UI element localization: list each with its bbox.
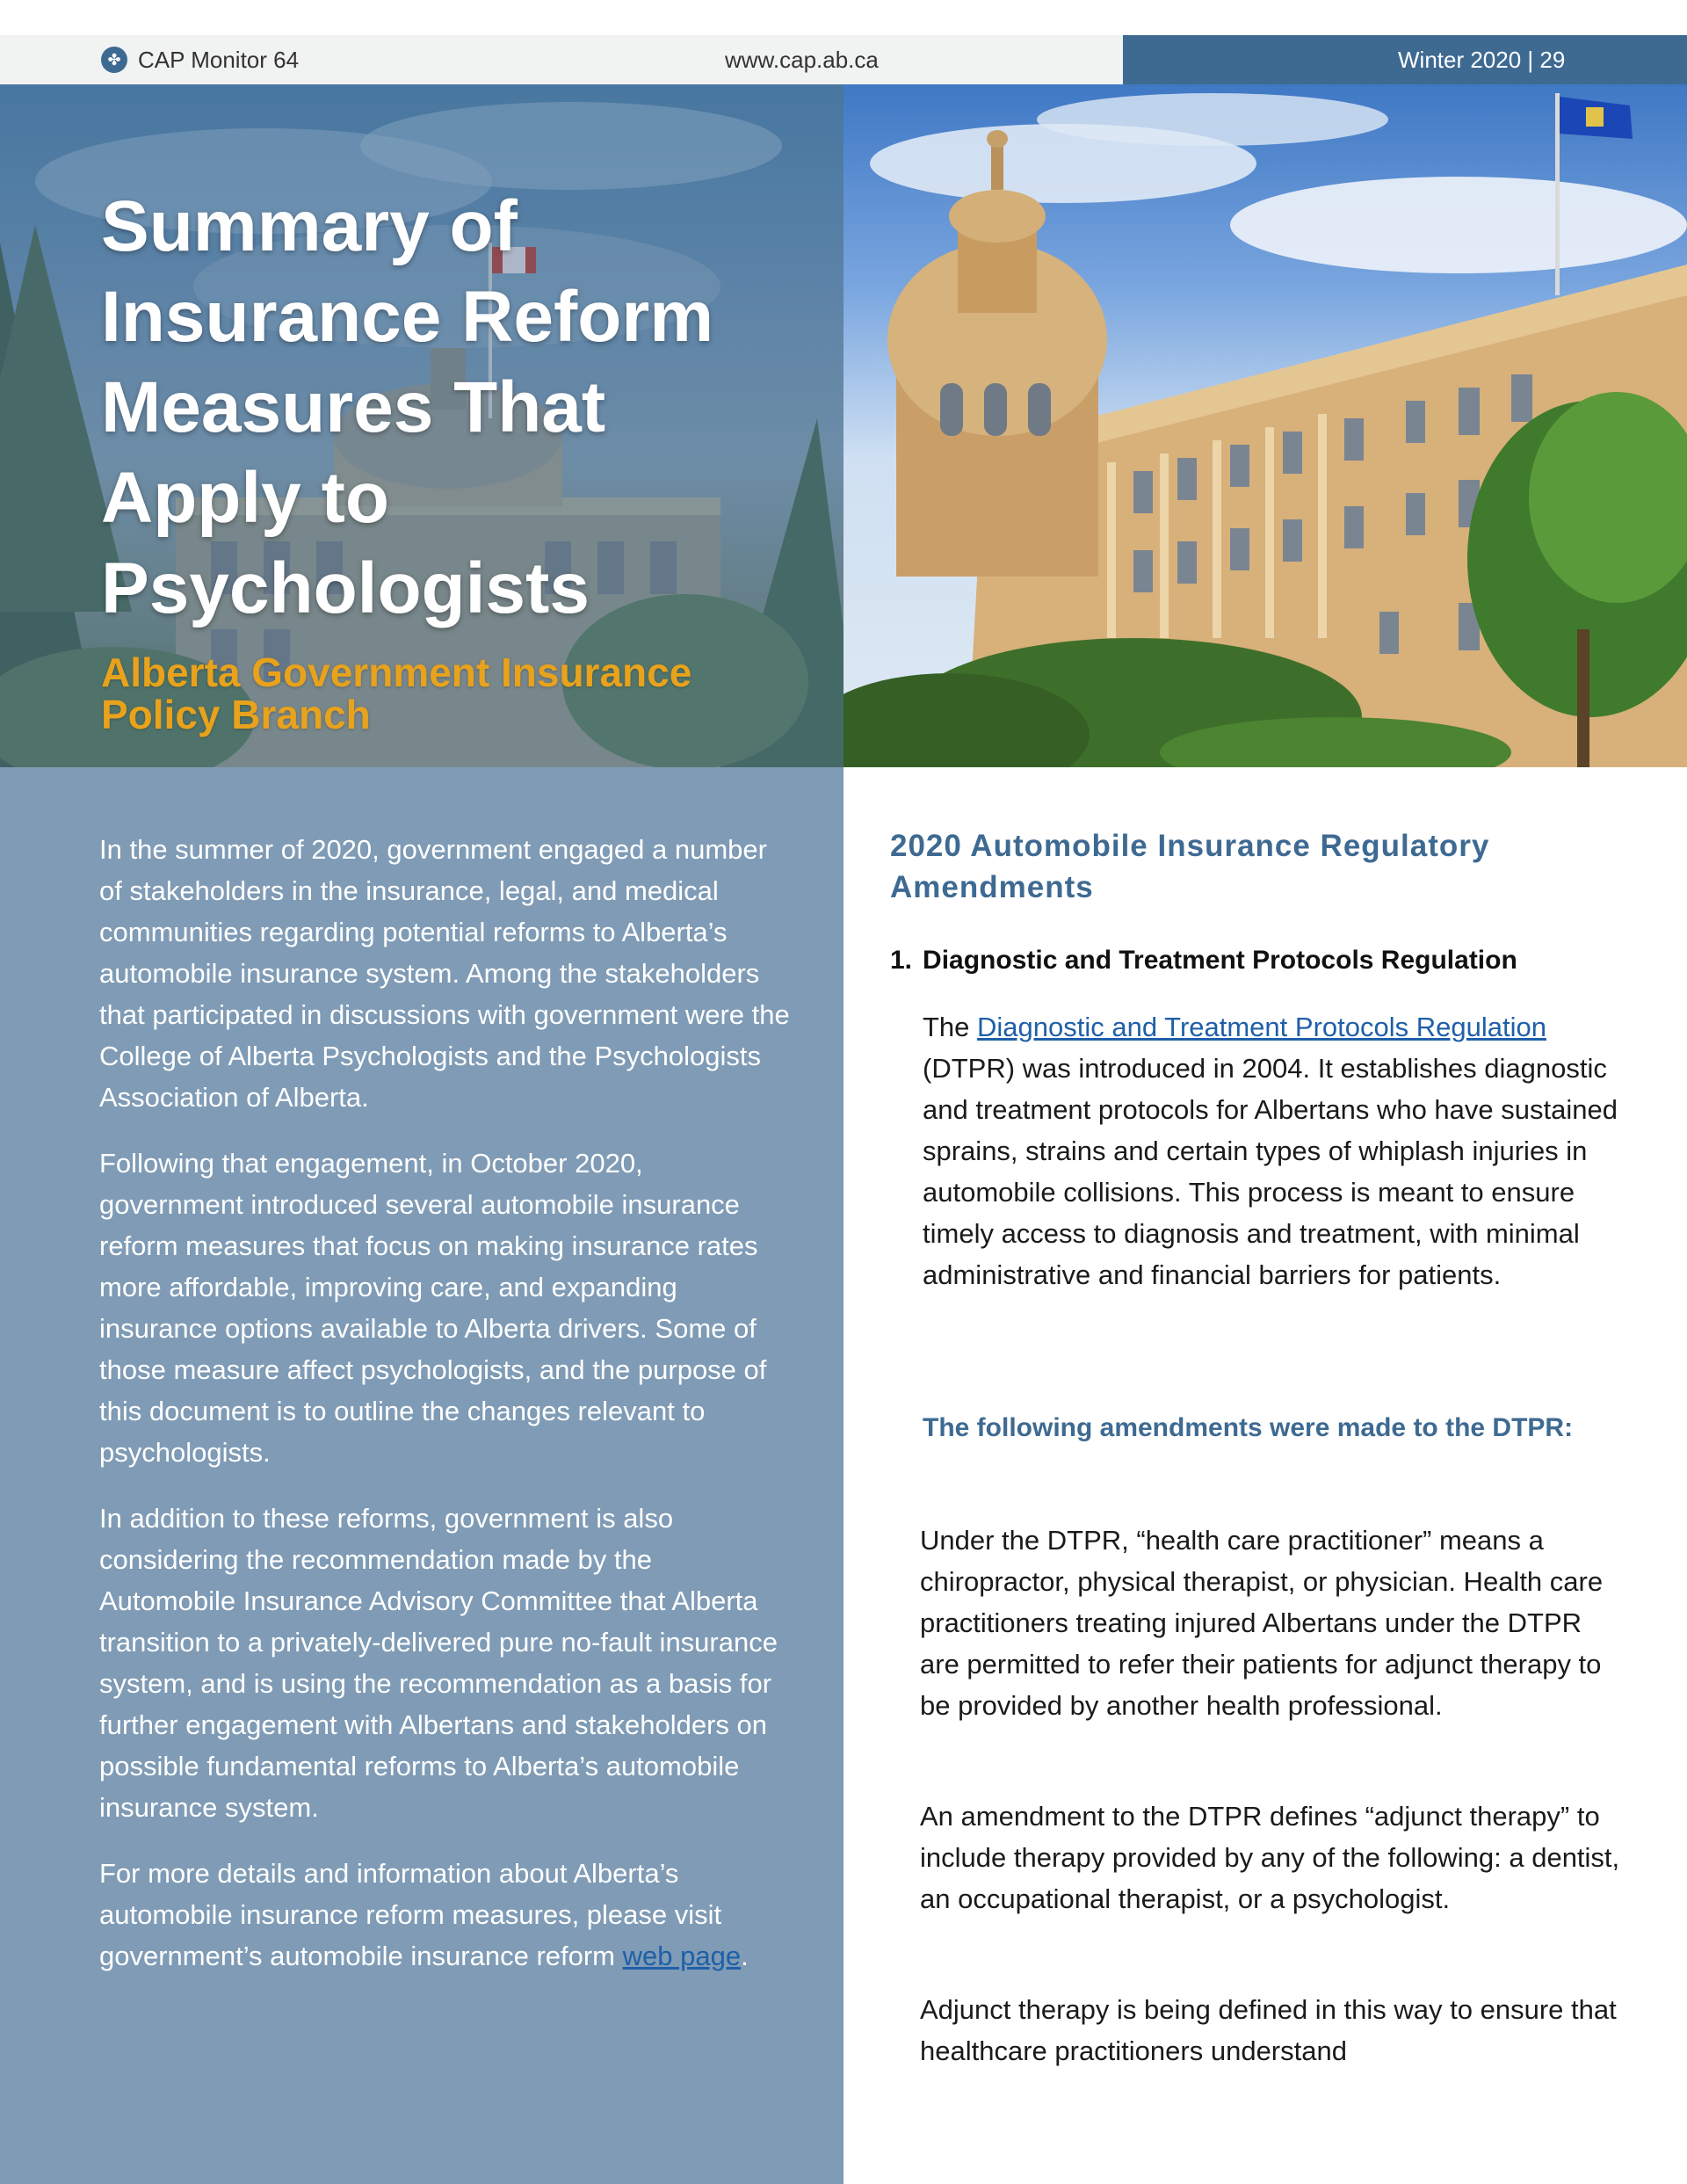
more-info-paragraph	[99, 1853, 793, 1977]
page-title: Summary of Insurance Reform Measures That Apply to Psychologists	[101, 186, 714, 628]
item-title: Diagnostic and Treatment Protocols Regulation	[923, 946, 1517, 975]
adjunct-definition-paragraph: Adjunct therapy is being defined in this way to ensure that healthcare practitioners understand	[920, 1994, 1617, 2066]
adjunct-therapy-paragraph: An amendment to the DTPR defines “adjunct therapy” to include therapy provided by any of the following: a dentist, an occupational therapist, or a psychologist.	[920, 1801, 1620, 1914]
publication-brand	[101, 35, 299, 84]
website-url[interactable]: www.cap.ab.ca	[725, 46, 879, 73]
legislature-photo	[844, 84, 1687, 767]
left-column-text	[99, 829, 793, 2001]
dtpr-intro-lead: The	[923, 1012, 978, 1042]
amendments-heading: The following amendments were made to the DTPR:	[923, 1413, 1574, 1442]
intro-paragraph: In the summer of 2020, government engaged a number of stakeholders in the insurance, legal, and medical communities regarding potential reforms to Alberta’s automobile insurance system. Among the stakeholders that participated in discussions with government were the College of Alberta Psychologists and the Psychologists Association of Alberta.	[99, 834, 790, 1113]
practitioner-paragraph: Under the DTPR, “health care practitioner” means a chiropractor, physical therapist, or physician. Health care practitioners treating injured Albertans under the DTPR are permitted to refer their patients for adjunct therapy to be provided by another health professional.	[920, 1525, 1604, 1721]
dtpr-regulation-link[interactable]: Diagnostic and Treatment Protocols Regulation	[977, 1012, 1546, 1042]
dtpr-intro-paragraph	[923, 1006, 1625, 1295]
publication-name: CAP Monitor 64	[138, 46, 300, 73]
right-column	[844, 767, 1687, 2184]
hero-title-panel	[0, 84, 844, 767]
web-page-link[interactable]: web page	[622, 1941, 742, 1971]
no-fault-paragraph: In addition to these reforms, government is also considering the recommendation made by the Automobile Insurance Advisory Committee that Alberta transition to a privately-delivered pure no-fault insurance system, and is using the recommendation as a basis for further engagement with Albertans and stakeholders on possible fundamental reforms to Alberta’s automobile insurance system.	[99, 1503, 778, 1823]
more-info-text: For more details and information about Alberta’s automobile insurance reform measures, please visit government’s automobile insurance reform	[99, 1858, 722, 1971]
section-title: 2020 Automobile Insurance Regulatory Amendments	[890, 829, 1490, 904]
page-header	[0, 35, 1687, 84]
cap-leaf-icon: ✤	[101, 47, 127, 73]
engagement-paragraph: Following that engagement, in October 2020, government introduced several automobile insurance reform measures that focus on making insurance rates more affordable, improving care, and expanding insurance options available to Alberta drivers. Some of those measure affect psychologists, and the purpose of this document is to outline the changes relevant to psychologists.	[99, 1148, 767, 1468]
more-info-period: .	[741, 1941, 749, 1971]
issue-page-label: Winter 2020 | 29	[1123, 35, 1687, 84]
page-subtitle: Alberta Government Insurance Policy Branch	[101, 649, 692, 737]
item-number: 1.	[890, 946, 913, 975]
legislature-building-image	[844, 84, 1687, 767]
numbered-heading	[890, 943, 1646, 978]
left-column	[0, 767, 844, 2184]
dtpr-intro-text: (DTPR) was introduced in 2004. It establishes diagnostic and treatment protocols for Albertans who have sustained sprains, strains and certain types of whiplash injuries in automobile collisions. This process is meant to ensure timely access to diagnosis and treatment, with minimal administrative and financial barriers for patients.	[923, 1053, 1618, 1290]
